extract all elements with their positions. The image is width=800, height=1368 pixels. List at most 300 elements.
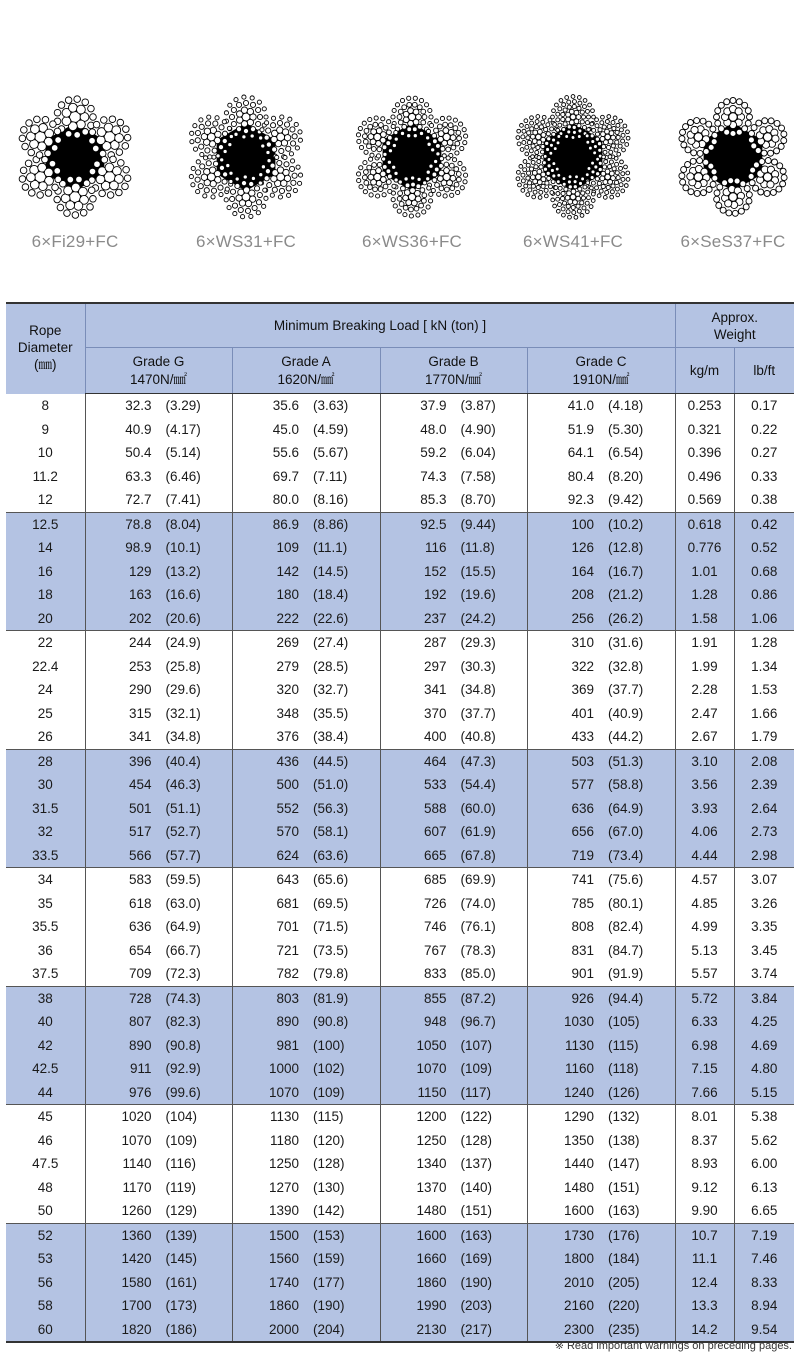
wire	[520, 148, 524, 152]
wire	[266, 142, 271, 147]
wire	[387, 174, 392, 179]
grade-b-cell	[380, 1152, 527, 1176]
load-kn: 256	[571, 610, 595, 626]
load-ton: (115)	[313, 1109, 344, 1125]
wire	[614, 148, 618, 152]
wire	[236, 102, 241, 107]
load-pair	[381, 1322, 527, 1337]
wire	[298, 181, 302, 185]
wire	[746, 198, 752, 204]
wire	[745, 120, 751, 126]
load-kn: 433	[571, 729, 595, 745]
load-pair	[381, 1061, 527, 1076]
wire	[290, 127, 295, 132]
load-kn: 320	[276, 682, 299, 698]
wire	[539, 125, 543, 129]
load-ton: (14.5)	[313, 563, 349, 579]
wire	[622, 148, 626, 152]
grade-c-cell	[527, 607, 675, 631]
wire	[115, 134, 124, 143]
wire	[215, 131, 221, 137]
wire	[412, 127, 417, 132]
wire	[539, 190, 543, 194]
load-ton: (69.9)	[460, 872, 496, 888]
grade-b-cell	[380, 725, 527, 749]
wire	[258, 181, 262, 185]
wire	[607, 115, 611, 119]
wire	[372, 163, 377, 168]
load-pair	[86, 896, 232, 911]
load-pair	[86, 587, 232, 602]
wire	[80, 209, 87, 216]
load-pair	[86, 966, 232, 981]
wire	[591, 161, 595, 165]
wire	[96, 136, 105, 145]
wire	[391, 115, 395, 119]
load-pair	[381, 1109, 527, 1124]
load-kn: 709	[128, 966, 152, 982]
load-pair	[86, 991, 232, 1006]
wire	[89, 168, 96, 175]
wire	[234, 98, 238, 102]
wire	[571, 136, 575, 140]
wire	[398, 180, 402, 184]
grade-b-cell	[380, 1271, 527, 1295]
wire	[213, 121, 218, 126]
diameter-cell	[6, 1057, 85, 1081]
load-kn: 2010	[563, 1274, 595, 1290]
wire	[359, 166, 363, 170]
wire	[561, 191, 565, 195]
grade-c-cell	[527, 820, 675, 844]
wire	[568, 175, 572, 179]
rope-cross-section-icon	[347, 92, 477, 222]
wire	[597, 181, 601, 185]
grade-a-cell	[232, 1129, 380, 1153]
grade-c-cell	[527, 797, 675, 821]
grade-g-cell	[85, 820, 232, 844]
wire	[298, 138, 302, 142]
grade-c-cell	[527, 678, 675, 702]
load-pair	[528, 754, 675, 769]
wire	[603, 195, 607, 199]
table-row	[6, 892, 794, 916]
load-kn: 1150	[417, 1084, 447, 1100]
wire	[201, 174, 207, 180]
wire	[189, 174, 193, 178]
grade-a-cell	[232, 868, 380, 892]
wire	[247, 119, 253, 125]
diameter-cell	[6, 1034, 85, 1058]
grade-b-cell	[380, 797, 527, 821]
wire	[228, 103, 232, 107]
wire	[212, 155, 216, 159]
grade-a-cell	[232, 1318, 380, 1343]
weight-kgm-cell	[675, 418, 734, 442]
wire	[434, 128, 439, 133]
wire	[749, 130, 755, 136]
wire	[526, 176, 530, 180]
wire	[419, 98, 423, 102]
wire	[742, 126, 748, 132]
grade-g-cell	[85, 394, 232, 418]
wire	[371, 147, 376, 152]
wire	[556, 180, 560, 184]
wire	[264, 115, 268, 119]
load-ton: (32.1)	[165, 705, 201, 721]
load-kn: 74.3	[420, 468, 447, 484]
wire	[717, 184, 723, 190]
load-kn: 152	[423, 563, 447, 579]
load-pair	[528, 540, 675, 555]
load-kn: 1480	[563, 1179, 595, 1195]
grade-g-cell	[85, 488, 232, 512]
header-text: Diameter	[17, 340, 73, 355]
wire	[222, 179, 227, 184]
wire	[203, 194, 207, 198]
load-ton: (4.90)	[460, 421, 496, 437]
wire	[611, 184, 615, 188]
wire	[598, 128, 602, 132]
wire	[712, 132, 718, 138]
load-pair	[233, 445, 380, 460]
wire	[685, 147, 691, 153]
load-pair	[86, 777, 232, 792]
table-row	[6, 939, 794, 963]
wire	[567, 180, 571, 184]
grade-c-cell	[527, 1271, 675, 1295]
wire	[556, 112, 560, 116]
wire	[376, 141, 382, 147]
wire	[609, 171, 614, 176]
grade-b-cell	[380, 583, 527, 607]
wire	[54, 109, 61, 116]
diameter-value: 24	[37, 682, 53, 698]
wire	[77, 105, 86, 114]
wire	[615, 140, 619, 144]
grade-c-cell	[527, 844, 675, 868]
load-ton: (60.0)	[460, 800, 496, 816]
wire	[621, 133, 625, 137]
wire	[398, 120, 403, 125]
wire	[228, 143, 232, 147]
weight-kgm-value: 0.496	[687, 468, 722, 484]
weight-lbft-value: 0.68	[751, 563, 778, 579]
load-kn: 1160	[564, 1061, 595, 1077]
wire	[537, 140, 542, 145]
wire	[708, 163, 714, 169]
wire	[581, 191, 585, 195]
grade-c-cell	[527, 631, 675, 655]
load-kn: 1270	[268, 1179, 299, 1195]
wire	[368, 124, 373, 129]
load-kn: 976	[128, 1084, 152, 1100]
weight-lbft-value: 5.15	[751, 1084, 778, 1100]
load-pair	[381, 1133, 527, 1148]
load-kn: 100	[571, 516, 595, 532]
wire	[386, 180, 391, 185]
wire	[619, 183, 623, 187]
wire	[738, 208, 744, 214]
wire	[768, 118, 774, 124]
wire	[575, 192, 580, 197]
load-ton: (105)	[608, 1014, 640, 1030]
wire	[362, 175, 367, 180]
load-ton: (10.1)	[165, 540, 201, 556]
wire	[388, 149, 392, 153]
wire	[395, 103, 399, 107]
load-ton: (67.0)	[608, 824, 644, 840]
wire	[585, 201, 589, 205]
wire	[249, 190, 255, 196]
load-kn: 287	[423, 635, 447, 651]
rope-illustrations	[0, 0, 800, 300]
load-kn: 948	[423, 1014, 447, 1030]
weight-lbft-value: 0.27	[751, 445, 778, 461]
wire	[583, 185, 587, 189]
grade-b-cell	[380, 1105, 527, 1129]
wire	[427, 142, 431, 146]
table-row	[6, 1010, 794, 1034]
diameter-value: 33.5	[32, 847, 59, 863]
wire	[720, 207, 726, 213]
wire	[599, 189, 603, 193]
wire	[603, 150, 607, 154]
load-pair	[86, 706, 232, 721]
wire	[421, 120, 426, 125]
load-pair	[233, 635, 380, 650]
load-pair	[381, 659, 527, 674]
load-ton: (65.6)	[313, 872, 349, 888]
wire	[386, 169, 391, 174]
load-pair	[528, 777, 675, 792]
load-ton: (29.3)	[460, 635, 496, 651]
load-ton: (79.8)	[313, 966, 349, 982]
load-ton: (120)	[313, 1132, 345, 1148]
weight-lbft-cell	[734, 1294, 794, 1318]
wire	[116, 149, 123, 156]
load-pair	[233, 1228, 380, 1243]
wire	[748, 137, 754, 143]
wire	[710, 126, 716, 132]
load-ton: (72.3)	[165, 966, 201, 982]
wire	[724, 129, 730, 135]
grade-g-cell	[85, 915, 232, 939]
wire	[549, 143, 553, 147]
wire	[596, 172, 600, 176]
load-ton: (9.42)	[608, 492, 644, 508]
wire	[403, 213, 407, 217]
wire	[392, 143, 396, 147]
wire	[447, 180, 453, 186]
load-kn: 290	[128, 682, 152, 698]
load-ton: (118)	[608, 1061, 639, 1077]
diameter-value: 56	[37, 1274, 53, 1290]
wire	[383, 152, 387, 156]
table-row	[6, 465, 794, 489]
wire	[382, 165, 387, 170]
rope-item	[332, 92, 492, 252]
weight-lbft-cell	[734, 915, 794, 939]
load-pair	[528, 1109, 675, 1124]
load-ton: (16.6)	[165, 587, 201, 603]
grade-g-cell	[85, 536, 232, 560]
grade-g-cell	[85, 962, 232, 986]
load-kn: 63.3	[125, 468, 152, 484]
wire	[602, 165, 606, 169]
diameter-cell	[6, 892, 85, 916]
grade-a-cell	[232, 844, 380, 868]
rope-label: 6×WS36+FC	[361, 232, 463, 251]
load-ton: (161)	[165, 1274, 198, 1290]
load-pair	[233, 1085, 380, 1100]
wire	[762, 118, 768, 124]
wire	[611, 120, 615, 124]
wire	[440, 116, 444, 120]
wire	[205, 148, 210, 153]
wire	[681, 167, 687, 173]
wire	[549, 151, 553, 155]
load-kn: 552	[276, 800, 299, 816]
wire	[456, 172, 461, 177]
wire	[444, 162, 449, 167]
load-pair	[381, 517, 527, 532]
wire	[780, 168, 786, 174]
wire	[298, 130, 302, 134]
weight-lbft-cell	[734, 962, 794, 986]
wire	[216, 154, 220, 158]
weight-lbft-cell	[734, 1223, 794, 1247]
load-kn: 370	[423, 705, 447, 721]
load-ton: (31.6)	[608, 635, 644, 651]
load-pair	[528, 587, 675, 602]
grade-c-cell	[527, 488, 675, 512]
wire	[544, 127, 548, 131]
wire	[730, 131, 736, 137]
grade-c-cell	[527, 1294, 675, 1318]
load-ton: (94.4)	[608, 990, 644, 1006]
wire	[212, 148, 217, 153]
wire	[517, 170, 521, 174]
wire	[535, 120, 539, 124]
diameter-cell	[6, 1129, 85, 1153]
grade-b-cell	[380, 773, 527, 797]
weight-lbft-value: 2.39	[751, 777, 778, 793]
load-ton: (58.1)	[313, 824, 349, 840]
wire	[434, 159, 438, 163]
grade-a-cell	[232, 488, 380, 512]
load-pair	[86, 824, 232, 839]
load-kn: 1070	[121, 1132, 152, 1148]
grade-b-cell	[380, 1034, 527, 1058]
wire	[765, 158, 771, 164]
wire	[715, 108, 721, 114]
wire	[533, 190, 537, 194]
wire	[530, 116, 534, 120]
wire	[557, 173, 561, 177]
wire	[443, 194, 447, 198]
load-pair	[381, 445, 527, 460]
wire	[680, 129, 686, 135]
wire	[526, 163, 530, 167]
wire	[593, 145, 597, 149]
load-ton: (3.87)	[460, 398, 496, 414]
load-pair	[381, 801, 527, 816]
wire	[576, 204, 580, 208]
wire	[19, 176, 26, 183]
wire	[393, 204, 397, 208]
wire	[109, 116, 116, 123]
load-kn: 180	[276, 587, 299, 603]
weight-kgm-cell	[675, 749, 734, 773]
load-kn: 41.0	[567, 398, 595, 414]
wire	[380, 171, 386, 177]
wire	[377, 162, 382, 167]
wire	[619, 119, 623, 123]
wire	[368, 185, 373, 190]
wire	[522, 140, 526, 144]
wire	[407, 134, 411, 138]
wire	[363, 139, 368, 144]
load-pair	[233, 1156, 380, 1171]
grade-c-cell	[527, 1034, 675, 1058]
wire	[193, 124, 197, 128]
diameter-value: 40	[37, 1014, 53, 1030]
load-kn: 1600	[563, 1203, 595, 1219]
load-ton: (7.41)	[165, 492, 201, 508]
weight-lbft-cell	[734, 844, 794, 868]
wire	[521, 135, 525, 139]
grade-g-cell	[85, 986, 232, 1010]
weight-kgm-value: 0.618	[687, 516, 722, 532]
load-ton: (190)	[460, 1274, 493, 1290]
load-kn: 1480	[416, 1203, 447, 1219]
grade-b-cell	[380, 1294, 527, 1318]
wire	[426, 177, 430, 181]
grade-b-cell	[380, 1129, 527, 1153]
load-ton: (64.9)	[608, 800, 644, 816]
load-pair	[528, 1298, 675, 1313]
load-kn: 517	[128, 824, 152, 840]
load-pair	[528, 1014, 675, 1029]
wire	[31, 125, 40, 134]
load-kn: 607	[423, 824, 447, 840]
wire	[82, 99, 89, 106]
wire	[233, 212, 237, 216]
wire	[568, 199, 573, 204]
grade-a-cell	[232, 1105, 380, 1129]
load-ton: (58.8)	[608, 777, 644, 793]
weight-lbft-value: 2.98	[751, 847, 778, 863]
wire	[449, 163, 454, 168]
wire	[391, 198, 395, 202]
wire	[594, 165, 598, 169]
load-kn: 831	[571, 942, 595, 958]
grade-g-cell	[85, 939, 232, 963]
wire	[565, 135, 569, 139]
wire	[565, 96, 569, 100]
wire	[423, 181, 427, 185]
wire	[57, 204, 64, 211]
load-ton: (6.54)	[608, 445, 644, 461]
wire	[261, 144, 265, 148]
load-pair	[381, 1203, 527, 1218]
load-pair	[233, 729, 380, 744]
load-ton: (73.4)	[608, 847, 644, 863]
wire	[585, 173, 589, 177]
diameter-value: 45	[37, 1109, 53, 1125]
wire	[394, 137, 398, 141]
